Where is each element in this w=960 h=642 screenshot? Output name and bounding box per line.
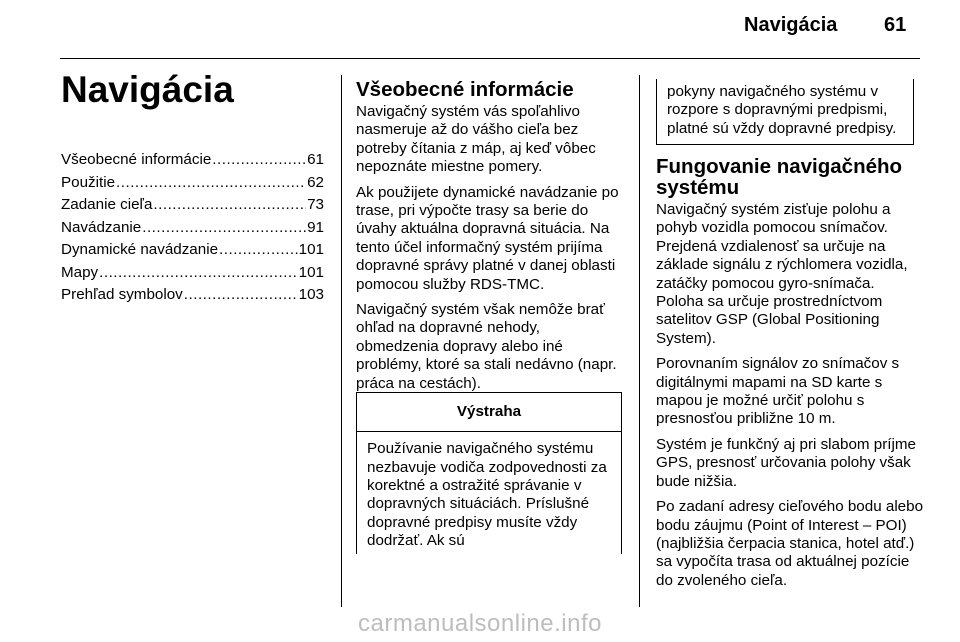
toc-entry[interactable] xyxy=(61,196,324,219)
chapter-title: Navigácia xyxy=(61,69,234,110)
table-of-contents xyxy=(61,151,324,309)
body-paragraph: Ak použijete dynamické navádzanie po trase, pri výpočte trasy sa berie do úvahy aktuálna dopravná situácia. Na tento účel informačný systém prijíma dopravné správy platné v danej oblasti pomocou služby RDS-TMC. xyxy=(356,183,619,293)
column-general-info xyxy=(356,79,624,400)
toc-entry[interactable] xyxy=(61,151,324,174)
warning-box xyxy=(356,392,622,554)
body-paragraph: Systém je funkčný aj pri slabom príjme GPS, presnosť určovania polohy však bude nižšia. xyxy=(656,435,916,490)
watermark: carmanualsonline.info xyxy=(358,610,602,637)
toc-leader xyxy=(153,196,306,213)
body-paragraph: Navigačný systém vás spoľahlivo nasmeruje až do vášho cieľa bez potreby čítania z máp, aj keď vôbec nepoznáte miestne pomery. xyxy=(356,103,596,176)
section-title-general-info: Všeobecné informácie xyxy=(356,78,574,101)
toc-entry-label: Zadanie cieľa xyxy=(61,196,153,213)
toc-leader xyxy=(142,219,306,236)
warning-box-continuation xyxy=(656,79,914,145)
toc-leader xyxy=(212,151,306,168)
toc-leader xyxy=(116,174,306,191)
toc-entry[interactable] xyxy=(61,264,324,287)
body-paragraph: Po zadaní adresy cieľového bodu alebo bodu záujmu (Point of Interest – POI) (najbližšia čerpacia stanica, hotel atď.) sa vypočíta trasa od aktuálnej pozície do zvoleného cieľa. xyxy=(656,498,924,589)
warning-heading: Výstraha xyxy=(456,403,522,420)
column-divider-right xyxy=(639,75,640,607)
page-number: 61 xyxy=(884,14,907,36)
toc-leader xyxy=(219,241,298,258)
toc-entry-page: 103 xyxy=(298,286,324,303)
toc-leader xyxy=(184,286,298,303)
toc-entry-page: 61 xyxy=(307,151,324,168)
toc-entry-page: 101 xyxy=(298,263,324,281)
toc-entry-label: Prehľad symbolov xyxy=(61,286,183,303)
toc-entry-page: 73 xyxy=(307,196,324,213)
warning-continuation-text: pokyny navigačného systému v rozpore s dopravnými predpismi, platné sú vždy dopravné predpisy. xyxy=(667,83,897,137)
body-paragraph: Navigačný systém zisťuje polohu a pohyb vozidla pomocou snímačov. Prejdená vzdialenosť sa určuje na základe signálu z rýchlomera vozidla, zatáčky pomocou gyro-snímača. Poloha sa určuje prostredníctvom satelitov GSP (Global Positioning System). xyxy=(656,201,908,347)
warning-text: Používanie navigačného systému nezbavuje vodiča zodpovednosti za korektné a ostražité správanie v dopravných situáciách. Príslušné dopravné predpisy musíte vždy dodržať. Ak sú xyxy=(367,440,607,550)
toc-entry-label: Mapy xyxy=(61,263,99,281)
toc-entry[interactable] xyxy=(61,219,324,242)
body-paragraph: Navigačný systém však nemôže brať ohľad na dopravné nehody, obmedzenia dopravy alebo iné problémy, ktoré sa stali nedávno (napr. práca na cestách). xyxy=(356,301,617,392)
toc-entry[interactable] xyxy=(61,241,324,264)
running-header-title: Navigácia xyxy=(744,14,838,36)
toc-entry-page: 62 xyxy=(307,173,324,191)
column-divider-left xyxy=(341,75,342,607)
toc-entry[interactable] xyxy=(61,174,324,197)
toc-entry-label: Navádzanie xyxy=(61,218,142,236)
column-navigation-function xyxy=(656,156,926,597)
section-title-navigation-function: Fungovanie navigačného systému xyxy=(656,155,903,199)
toc-leader xyxy=(99,264,298,281)
body-paragraph: Porovnaním signálov zo snímačov s digitálnymi mapami na SD karte s mapou je možné určiť polohu s presnosťou približne 10 m. xyxy=(656,355,900,428)
header-rule xyxy=(60,58,920,59)
toc-entry-label: Všeobecné informácie xyxy=(61,151,212,168)
toc-entry-label: Dynamické navádzanie xyxy=(61,241,219,258)
toc-entry-page: 101 xyxy=(298,241,324,258)
toc-entry[interactable] xyxy=(61,286,324,309)
toc-entry-page: 91 xyxy=(307,218,324,236)
toc-entry-label: Použitie xyxy=(61,173,116,191)
